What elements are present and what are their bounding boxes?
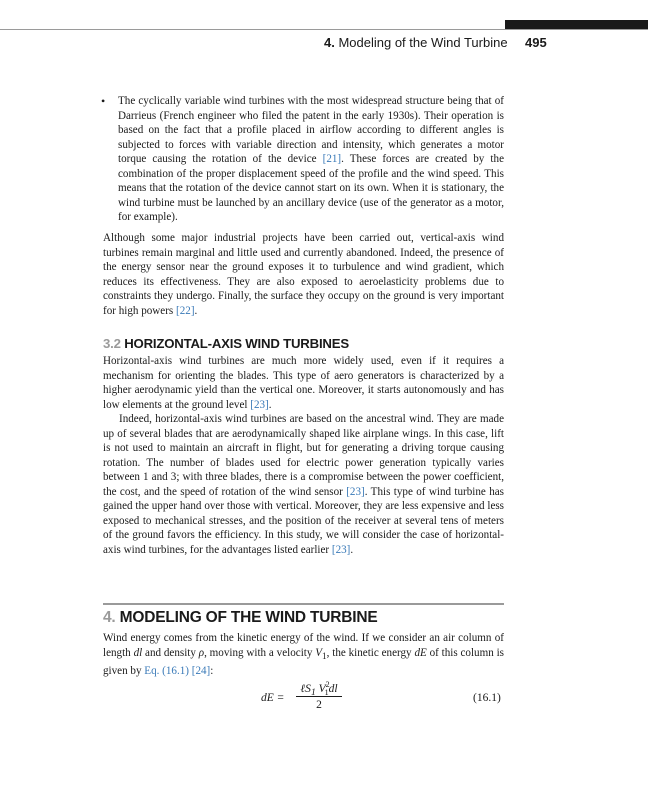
- eq-num-a: ℓS: [300, 682, 311, 695]
- section-heading-4: [103, 609, 378, 627]
- bullet-text-b: . These forces are created by the combination of the proper displacement speed of the profile and the wind speed. This means that the rotation of the device cannot start on its own. When it is stationary, the wind turbine must be launched by an ancillary device (use of the generator as a motor, for example).: [118, 153, 504, 223]
- equation-number: (16.1): [473, 692, 501, 704]
- equation-fraction: [296, 680, 342, 711]
- citation-link[interactable]: [22]: [176, 304, 195, 317]
- page-number: 495: [525, 35, 547, 50]
- citation-link[interactable]: [23]: [346, 485, 365, 498]
- para3-text-b: . This type of wind turbine has gained the upper hand over those with vertical. Moreover, they are less expensive and less exposed to mechanical stresses, and the position of the receiver at several tens of meters of the ground favors the efficiency. In this study, we will consider the case of horizontal-axis wind turbines, for the advantages listed earlier: [103, 485, 505, 556]
- section-divider: [103, 603, 504, 605]
- var-de: dE: [414, 646, 427, 659]
- section-number: 4.: [103, 609, 116, 626]
- para4-text-b: and density: [142, 646, 199, 659]
- equation-numerator: [296, 680, 342, 699]
- para1-text: Although some major industrial projects have been carried out, vertical-axis wind turbines remain marginal and little used and currently abandoned. Indeed, the presence of the energy sensor near the ground exposes it to turbulence and wind gradient, which reduces its effectiveness. They are also exposed to aeroelasticity problems due to constraints they undergo. Finally, the surface they occupy on the ground is very important for high powers: [103, 232, 504, 317]
- para1-end: .: [194, 304, 198, 317]
- eq-num-sub1: 1: [310, 687, 316, 699]
- eq-num-v: V: [315, 682, 326, 695]
- equation-denominator: 2: [316, 699, 322, 711]
- para4-end: :: [210, 665, 214, 678]
- var-dl: dl: [133, 646, 143, 659]
- running-head: [324, 35, 508, 50]
- header-rule: [0, 29, 648, 30]
- section-number: 3.2: [103, 336, 121, 351]
- eq-num-sub2: 1: [324, 688, 329, 698]
- citation-link[interactable]: [23]: [250, 398, 269, 411]
- section-heading-3-2: [103, 336, 349, 351]
- citation-link[interactable]: [21]: [322, 153, 342, 165]
- citation-link[interactable]: [24]: [191, 665, 211, 678]
- para4-text-d: , the kinetic energy: [326, 646, 415, 659]
- para2-text: Horizontal-axis wind turbines are much more widely used, even if it requires a mechanism for orienting the blades. This type of aero generators is characterized by a higher aerodynamic yield than the vertical one. Moreover, it starts autonomously and has low elements at the ground level: [103, 355, 504, 411]
- bullet-text-a: The cyclically variable wind turbines with the most widespread structure being that of Darrieus (French engineer who filed the patent in the early 1930s). Their operation is based on the fact that a profile placed in airflow according to different angles is subjected to forces with variable direction and intensity, which generates a motor torque causing the rotation of the device: [118, 95, 504, 165]
- paragraph-wind-energy: [103, 631, 504, 679]
- running-head-number: 4.: [324, 35, 335, 50]
- para2-end: .: [268, 398, 272, 411]
- para3-text-a: Indeed, horizontal-axis wind turbines are based on the ancestral wind. They are made up of several blades that are aerodynamically shaped like airplane wings. In this case, lift is not used to maintain an aircraft in flight, but for generating a driving torque causing rotation. The number of blades used for electric power generation typically varies between 1 and 3; with three blades, there is a compromise between the power coefficient, the cost, and the speed of rotation of the wind sensor: [103, 413, 504, 498]
- bullet-icon: •: [101, 94, 106, 108]
- paragraph-vertical-axis: [103, 231, 504, 318]
- eq-num-sup: 2: [325, 680, 330, 689]
- paragraph-ancestral-wind: [103, 412, 504, 557]
- para3-end: .: [350, 543, 354, 556]
- para4-text-a: Wind energy comes from the kinetic energy of the wind. If we consider an air column of length: [103, 632, 504, 659]
- eq-num-b: dl: [328, 682, 338, 695]
- section-title: MODELING OF THE WIND TURBINE: [115, 609, 378, 626]
- var-v: V: [315, 646, 323, 659]
- para4-text-e: of this column is given by: [103, 646, 504, 678]
- var-rho: ρ: [198, 646, 205, 659]
- paragraph-horizontal-axis: [103, 354, 504, 412]
- section-title: HORIZONTAL-AXIS WIND TURBINES: [120, 336, 349, 351]
- bullet-paragraph: [118, 94, 504, 225]
- running-head-title: Modeling of the Wind Turbine: [334, 35, 508, 50]
- var-v-sub: 1: [322, 651, 327, 662]
- citation-link[interactable]: [23]: [331, 543, 351, 556]
- equation-lhs: dE =: [261, 692, 285, 704]
- equation-link[interactable]: Eq. (16.1): [144, 665, 189, 678]
- para4-text-c: , moving with a velocity: [204, 646, 316, 659]
- fraction-bar: [296, 696, 342, 697]
